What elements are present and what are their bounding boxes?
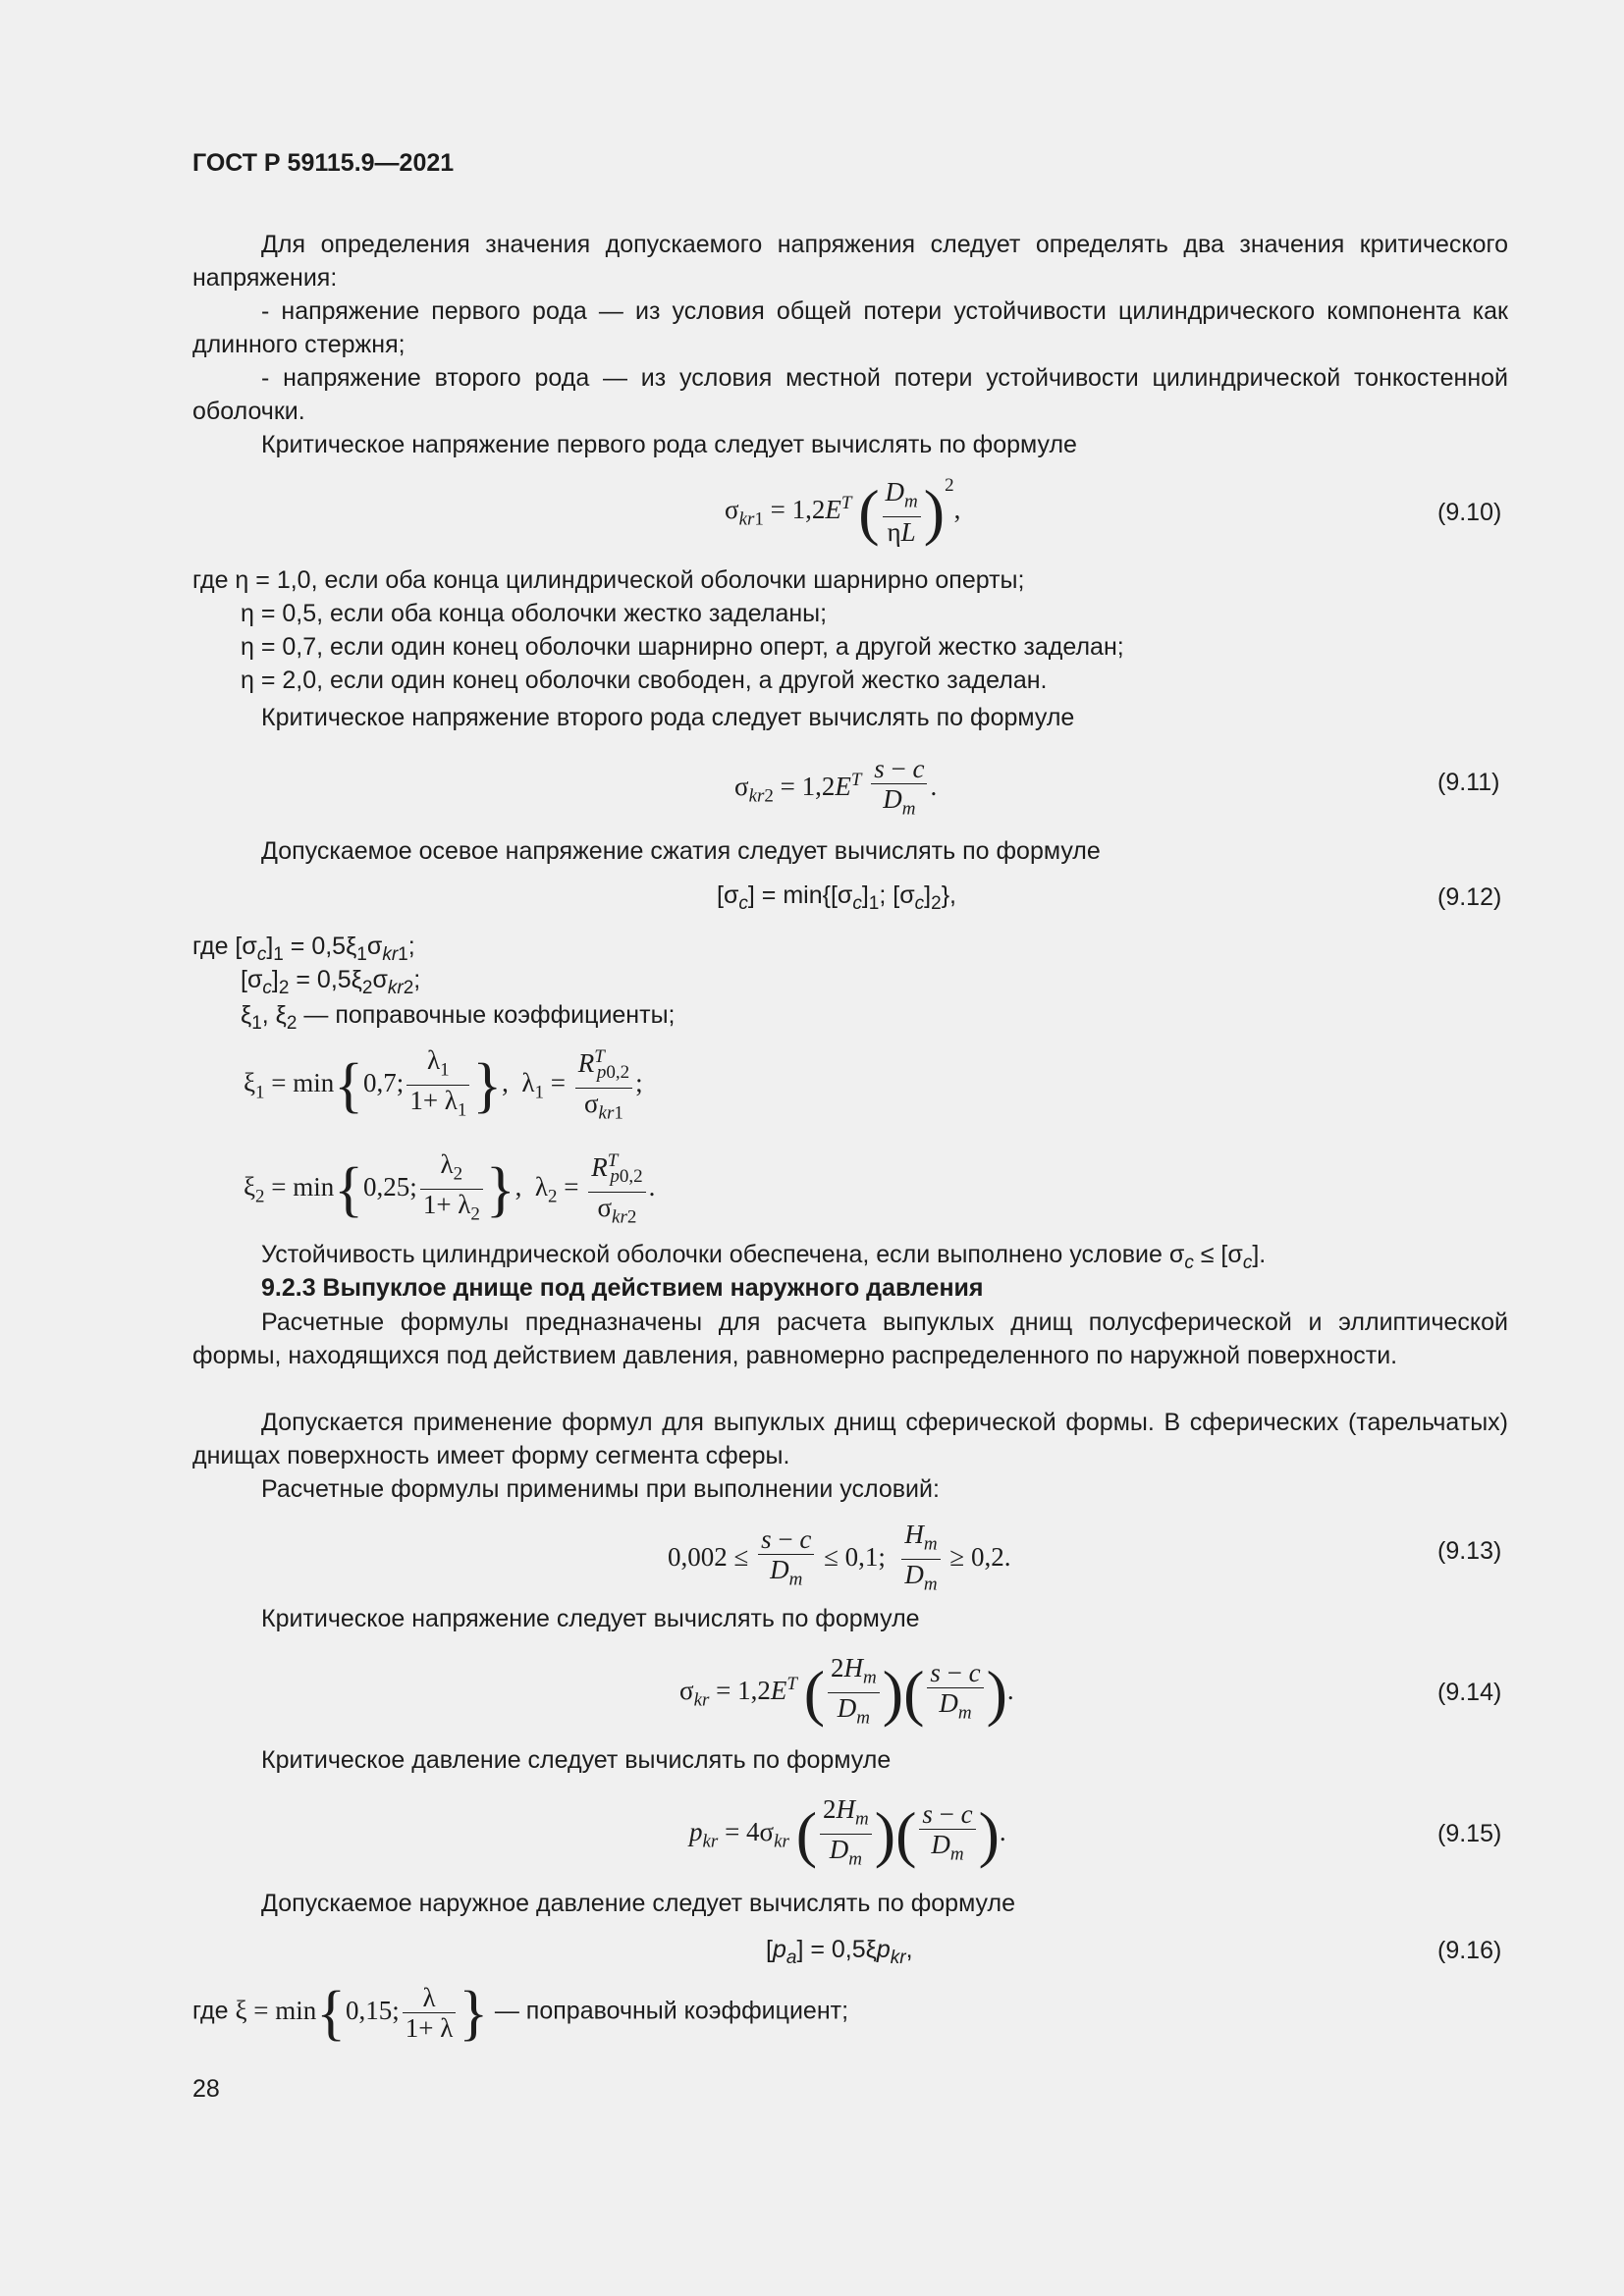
paragraph-formula-intro-4: Критическое напряжение следует вычислять по формуле [261,1605,920,1632]
xi-definition: $\xi_1$, $\xi_2$ — поправочные коэффициенты; [241,1001,676,1034]
formula-9-13: 0,002 ≤ $\frac{s - c}{D_m}$ ≤ 0,1; $\frac{H_m}{D_m}$ ≥ 0,2. [668,1520,1011,1595]
paragraph-design-formulas: Расчетные формулы предназначены для расчета выпуклых днищ полусферической и эллиптической формы, находящихся под действием давления, равномерно распределенного по наружной поверхности. [192,1308,1508,1369]
xi-final-definition [192,1979,849,2047]
page-number: 28 [192,2075,220,2103]
formula-9-10: $\sigma_{kr1} = 1,2E^T$ ( $\frac{D_m}{\eta L}$ )$^2$, [725,475,961,548]
paragraph-intro: Для определения значения допускаемого напряжения следует определять два значения критического напряжения: [192,231,1508,292]
paragraph-conditions: Расчетные формулы применимы при выполнении условий: [261,1475,940,1503]
stability-condition-text: Устойчивость цилиндрической оболочки обеспечена, если выполнено условие [261,1241,1163,1268]
document-code: ГОСТ Р 59115.9—2021 [192,149,455,177]
eta-line-4: η = 2,0, если один конец оболочки свободен, а другой жестко заделан. [241,667,1048,694]
formula-9-15: $p_{kr} = 4\sigma_{kr}$ ( $\frac{2H_m}{D_m}$ )( $\frac{s - c}{D_m}$ ). [689,1794,1006,1870]
stability-condition: Устойчивость цилиндрической оболочки обеспечена, если выполнено условие $\sigma_c \le [\sigma_c]$. [261,1241,1267,1273]
paragraph-formula-intro-3: Допускаемое осевое напряжение сжатия следует вычислять по формуле [261,837,1101,865]
formula-xi2: $\xi_2 = \min\{0,25$; $\frac{\lambda_2}{1+ \lambda_2}$ }, $\lambda_2$ = $\frac{R^T_{p0,2}}{\sigma_{kr2}}$ . [244,1147,655,1233]
paragraph-first-kind: - напряжение первого рода — из условия общей потери устойчивости цилиндрического компонента как длинного стержня; [192,297,1508,358]
equation-number-9-10: (9.10) [1437,499,1502,526]
paragraph-formula-intro-6: Допускаемое наружное давление следует вычислять по формуле [261,1890,1015,1917]
formula-9-12: $[\sigma_c] = \min\{[\sigma_c]_1$; $[\sigma_c]_2$}, [717,881,956,914]
eta-line-3: η = 0,7, если один конец оболочки шарнирно оперт, а другой жестко заделан; [241,633,1124,661]
formula-9-16: $[p_a] = 0,5\xi p_{kr}$, [766,1936,913,1968]
paragraph-formula-intro-5: Критическое давление следует вычислять по формуле [261,1746,892,1774]
equation-number-9-12: (9.12) [1437,883,1502,911]
equation-number-9-13: (9.13) [1437,1537,1502,1565]
section-heading-9-2-3: 9.2.3 Выпуклое днище под действием наружного давления [261,1274,984,1302]
formula-9-11: $\sigma_{kr2} = 1,2E^T$ $\frac{s - c}{D_m}$ . [734,754,938,820]
equation-number-9-11: (9.11) [1437,769,1500,796]
sigma-c1-definition: где $[\sigma_c]_1 = 0,5\xi_1\sigma_{kr1}$; [192,933,415,965]
xi-final-definition-text: — поправочный коэффициент; [494,1997,849,2025]
formula-xi1: $\xi_1 = \min\{0,7$; $\frac{\lambda_1}{1+ \lambda_1}$ }, $\lambda_1$ = $\frac{R^T_{p0,2}}{\sigma_{kr1}}$ ; [244,1042,643,1129]
sigma-c2-definition: $[\sigma_c]_2 = 0,5\xi_2\sigma_{kr2}$; [241,966,421,998]
xi-definition-text: — поправочные коэффициенты; [303,1001,676,1029]
paragraph-formula-intro-2: Критическое напряжение второго рода следует вычислять по формуле [261,704,1075,731]
equation-number-9-15: (9.15) [1437,1820,1502,1847]
formula-9-14: $\sigma_{kr} = 1,2E^T$ ( $\frac{2H_m}{D_m}$ )( $\frac{s - c}{D_m}$ ). [679,1653,1014,1729]
equation-number-9-14: (9.14) [1437,1679,1502,1706]
paragraph-second-kind: - напряжение второго рода — из условия местной потери устойчивости цилиндрической тонкостенной оболочки. [192,364,1508,425]
formula-xi: ξ = min{0,15; $\frac{\lambda}{1+ \lambda}$ } [235,1979,489,2047]
eta-line-1: где η = 1,0, если оба конца цилиндрической оболочки шарнирно оперты; [192,566,1025,594]
paragraph-spherical: Допускается применение формул для выпуклых днищ сферической формы. В сферических (тарельчатых) днищах поверхность имеет форму сегмента сферы. [192,1409,1508,1469]
equation-number-9-16: (9.16) [1437,1937,1502,1964]
paragraph-formula-intro-1: Критическое напряжение первого рода следует вычислять по формуле [261,431,1077,458]
eta-line-2: η = 0,5, если оба конца оболочки жестко заделаны; [241,600,828,627]
where-word: где [192,1997,229,2025]
